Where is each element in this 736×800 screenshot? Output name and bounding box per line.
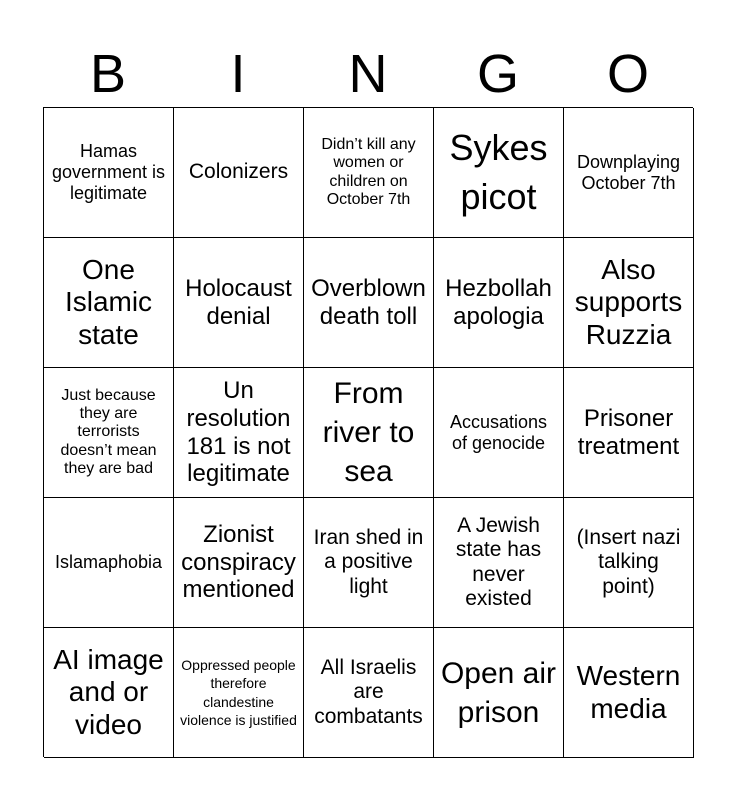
cell-text: Islamaphobia: [54, 552, 163, 573]
bingo-cell[interactable]: [434, 238, 564, 368]
bingo-cell[interactable]: [564, 368, 694, 498]
bingo-cell[interactable]: [304, 238, 434, 368]
bingo-cell[interactable]: [564, 628, 694, 758]
cell-text: Un resolution 181 is not legitimate: [186, 377, 291, 488]
cell-text: Downplaying October 7th: [576, 151, 681, 193]
bingo-cell[interactable]: [304, 368, 434, 498]
cell-text: Also supports Ruzzia: [574, 254, 683, 350]
cell-text: Iran shed in a positive light: [313, 526, 424, 598]
bingo-cell[interactable]: [174, 628, 304, 758]
header-letter-g: G: [476, 44, 519, 104]
cell-text: Holocaust denial: [185, 274, 292, 330]
cell-text: Sykes picot: [449, 126, 548, 217]
bingo-header: [43, 44, 693, 104]
cell-text: Prisoner treatment: [577, 404, 680, 460]
cell-text: Open air prison: [440, 656, 557, 729]
bingo-cell[interactable]: [434, 498, 564, 628]
header-letter-n: N: [348, 44, 388, 104]
bingo-cell[interactable]: [174, 368, 304, 498]
bingo-cell[interactable]: [304, 628, 434, 758]
cell-text: A Jewish state has never existed: [455, 514, 542, 610]
bingo-cell[interactable]: [434, 368, 564, 498]
bingo-cell[interactable]: [174, 108, 304, 238]
bingo-cell[interactable]: [174, 238, 304, 368]
cell-text: Didn’t kill any women or children on October 7th: [321, 135, 416, 208]
bingo-cell[interactable]: [174, 498, 304, 628]
cell-text: Hezbollah apologia: [445, 274, 552, 330]
cell-text: Western media: [576, 660, 681, 724]
bingo-cell[interactable]: [44, 628, 174, 758]
cell-text: Zionist conspiracy mentioned: [181, 521, 296, 604]
bingo-cell[interactable]: [44, 108, 174, 238]
bingo-cell[interactable]: [44, 498, 174, 628]
bingo-cell[interactable]: [44, 368, 174, 498]
bingo-cell[interactable]: [434, 628, 564, 758]
bingo-cell[interactable]: [564, 108, 694, 238]
cell-text: One Islamic state: [64, 254, 153, 350]
cell-text: Oppressed people therefore clandestine violence is justified: [180, 657, 297, 728]
cell-text: Accusations of genocide: [449, 411, 548, 453]
bingo-cell[interactable]: [434, 108, 564, 238]
cell-text: From river to sea: [322, 377, 415, 488]
header-letter-i: I: [230, 44, 246, 104]
cell-text: Overblown death toll: [311, 274, 426, 330]
cell-text: Just because they are terrorists doesn’t mean they are bad: [60, 386, 157, 478]
bingo-cell[interactable]: [304, 108, 434, 238]
bingo-cell[interactable]: [564, 498, 694, 628]
bingo-cell[interactable]: [44, 238, 174, 368]
header-letter-b: B: [89, 44, 127, 104]
cell-text: Colonizers: [188, 160, 289, 184]
bingo-cell[interactable]: [564, 238, 694, 368]
cell-text: Hamas government is legitimate: [51, 141, 166, 203]
cell-text: All Israelis are combatants: [314, 656, 423, 728]
cell-text: (Insert nazi talking point): [576, 526, 681, 598]
bingo-cell[interactable]: [304, 498, 434, 628]
header-letter-o: O: [606, 44, 649, 104]
bingo-card: [43, 107, 693, 757]
cell-text: AI image and or video: [53, 644, 164, 740]
